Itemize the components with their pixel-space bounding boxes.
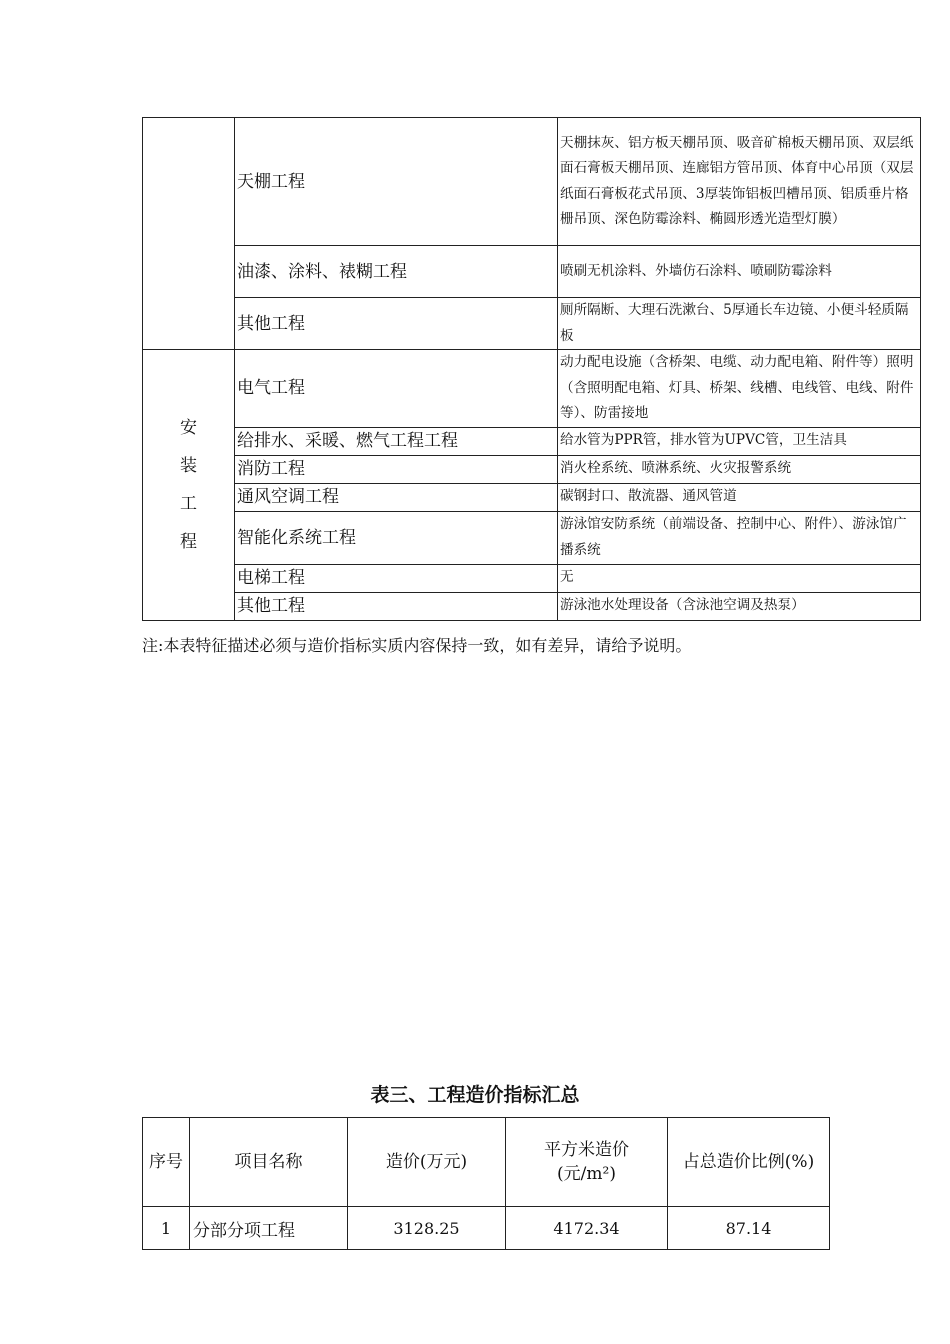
- desc-cell: 游泳池水处理设备（含泳池空调及热泵）: [558, 592, 921, 620]
- spec-table: [142, 117, 921, 621]
- table-row: [143, 483, 921, 511]
- item-cell: 油漆、涂料、裱糊工程: [235, 246, 558, 298]
- desc-cell: 消火栓系统、喷淋系统、火灾报警系统: [558, 455, 921, 483]
- summary-title: 表三、工程造价指标汇总: [370, 1084, 580, 1106]
- table-row: [143, 511, 921, 564]
- cell-per-sqm: 4172.34: [506, 1207, 668, 1250]
- category-char: 装: [180, 455, 197, 476]
- cell-cost: 3128.25: [348, 1207, 506, 1250]
- item-cell: 天棚工程: [235, 118, 558, 246]
- item-cell: 其他工程: [235, 298, 558, 350]
- item-cell: 电梯工程: [235, 564, 558, 592]
- table-row: [143, 1207, 830, 1250]
- table-row: [143, 427, 921, 455]
- header-cost: 造价(万元): [348, 1118, 506, 1207]
- header-row: [143, 1118, 830, 1207]
- header-per-sqm-line2: (元/m²): [557, 1164, 616, 1184]
- header-per-sqm: [506, 1118, 668, 1207]
- cell-name: 分部分项工程: [190, 1207, 348, 1250]
- table-row: [143, 298, 921, 350]
- category-cell-installation: [143, 350, 235, 621]
- item-cell: 通风空调工程: [235, 483, 558, 511]
- category-cell-blank: [143, 118, 235, 350]
- table-row: [143, 118, 921, 246]
- category-char: 安: [180, 417, 197, 438]
- header-per-sqm-line1: 平方米造价: [544, 1140, 629, 1160]
- desc-cell: 无: [558, 564, 921, 592]
- table-row: [143, 455, 921, 483]
- header-no: 序号: [143, 1118, 190, 1207]
- item-cell: 电气工程: [235, 350, 558, 428]
- cell-no: 1: [143, 1207, 190, 1250]
- category-char: 工: [180, 493, 197, 514]
- table-note: 注:本表特征描述必须与造价指标实质内容保持一致，如有差异，请给予说明。: [142, 636, 692, 655]
- item-cell: 其他工程: [235, 592, 558, 620]
- desc-cell: 动力配电设施（含桥架、电缆、动力配电箱、附件等）照明（含照明配电箱、灯具、桥架、线槽、电线管、电线、附件等）、防雷接地: [558, 350, 921, 428]
- table-row: [143, 592, 921, 620]
- category-char: 程: [180, 531, 197, 552]
- table-row: [143, 564, 921, 592]
- header-name: 项目名称: [190, 1118, 348, 1207]
- desc-cell: 厕所隔断、大理石洗漱台、5厚通长车边镜、小便斗轻质隔板: [558, 298, 921, 350]
- item-cell: 给排水、采暖、燃气工程工程: [235, 427, 558, 455]
- desc-cell: 喷刷无机涂料、外墙仿石涂料、喷刷防霉涂料: [558, 246, 921, 298]
- header-ratio: 占总造价比例(%): [668, 1118, 830, 1207]
- summary-table: [142, 1117, 830, 1250]
- desc-cell: 游泳馆安防系统（前端设备、控制中心、附件）、游泳馆广播系统: [558, 511, 921, 564]
- table-row: [143, 350, 921, 428]
- item-cell: 消防工程: [235, 455, 558, 483]
- desc-cell: 天棚抹灰、铝方板天棚吊顶、吸音矿棉板天棚吊顶、双层纸面石膏板天棚吊顶、连廊铝方管吊顶、体育中心吊顶（双层纸面石膏板花式吊顶、3厚装饰铝板凹槽吊顶、铝质垂片格栅吊顶、深色防霉涂料、椭圆形透光造型灯膜）: [558, 118, 921, 246]
- table-row: [143, 246, 921, 298]
- desc-cell: 给水管为PPR管，排水管为UPVC管，卫生洁具: [558, 427, 921, 455]
- desc-cell: 碳钢封口、散流器、通风管道: [558, 483, 921, 511]
- cell-ratio: 87.14: [668, 1207, 830, 1250]
- item-cell: 智能化系统工程: [235, 511, 558, 564]
